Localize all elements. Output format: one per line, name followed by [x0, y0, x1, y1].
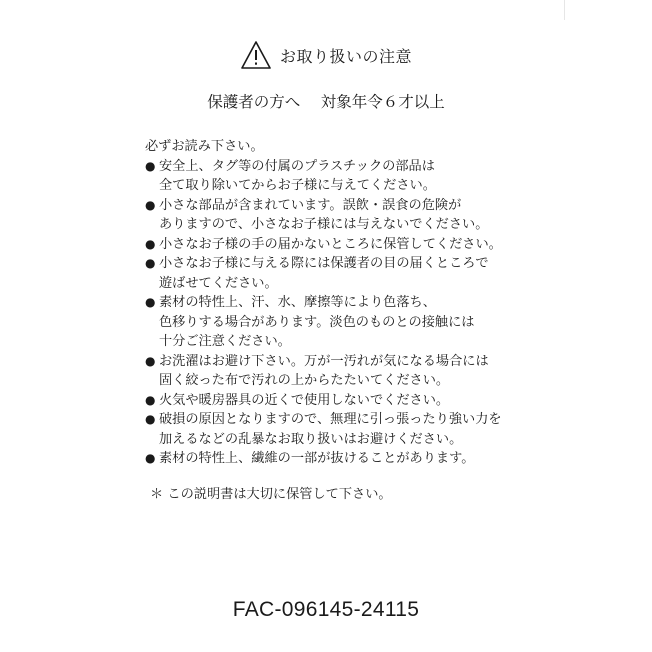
footnote: ＊ この説明書は大切に保管して下さい。	[150, 487, 392, 502]
notice-item-line: 十分ご注意ください。	[159, 334, 291, 349]
notice-item-text	[159, 157, 436, 196]
bullet-icon: ●	[145, 158, 156, 173]
notice-item-line: 素材の特性上、汗、水、摩擦等により色落ち、	[159, 295, 436, 310]
notice-item-line: 破損の原因となりますので、無理に引っ張ったり強い力を	[159, 412, 502, 427]
notice-item-text	[159, 449, 474, 469]
notice-item	[145, 235, 525, 255]
notice-item-text	[159, 352, 489, 391]
notice-item-line: お洗濯はお避け下さい。万が一汚れが気になる場合には	[159, 353, 489, 369]
bullet-icon: ●	[145, 392, 156, 407]
notice-item-text	[159, 293, 474, 352]
warning-triangle-icon	[240, 40, 272, 70]
bullet-icon: ●	[145, 451, 156, 465]
notice-item-text	[159, 391, 449, 411]
notice-item-line: 加えるなどの乱暴なお取り扱いはお避けください。	[159, 431, 463, 447]
bullet-icon: ●	[145, 197, 156, 212]
notice-item-line: 色移りする場合があります。淡色のものとの接触には	[159, 314, 475, 330]
notice-item	[145, 196, 525, 235]
notice-item-line: 小さなお子様に与える際には保護者の目の届くところで	[159, 256, 489, 271]
notice-item-line: 遊ばせてください。	[159, 275, 278, 291]
notice-item-line: 全て取り除いてからお子様に与えてください。	[159, 178, 436, 193]
bullet-icon: ●	[145, 295, 156, 309]
header	[0, 40, 652, 70]
notice-item	[145, 352, 525, 391]
notice-item	[145, 410, 525, 449]
notice-item-text	[159, 254, 489, 293]
header-title: お取り扱いの注意	[279, 46, 412, 66]
product-code: FAC-096145-24115	[232, 598, 420, 621]
bullet-icon: ●	[145, 353, 156, 368]
notice-list	[145, 137, 525, 469]
notice-item-text	[159, 410, 502, 449]
notice-item	[145, 254, 525, 293]
notice-item-line: ありますので、小さなお子様には与えないでください。	[159, 217, 489, 232]
edge-divider	[564, 0, 565, 20]
notice-item	[145, 449, 525, 469]
notice-items	[145, 157, 525, 469]
notice-item-line: 素材の特性上、繊維の一部が抜けることがあります。	[159, 451, 475, 466]
notice-item-text	[159, 196, 488, 235]
bullet-icon: ●	[145, 256, 156, 270]
audience-line: 保護者の方へ 対象年令６才以上	[207, 93, 445, 111]
notice-item-line: 小さな部品が含まれています。誤飲・誤食の危険が	[159, 197, 462, 213]
notice-intro: 必ずお読み下さい。	[145, 139, 264, 154]
notice-item-line: 固く絞った布で汚れの上からたたいてください。	[159, 373, 450, 388]
notice-item-text	[159, 235, 502, 255]
bullet-icon: ●	[145, 236, 156, 251]
notice-item-line: 安全上、タグ等の付属のプラスチックの部品は	[159, 158, 435, 174]
notice-item	[145, 157, 525, 196]
notice-item	[145, 391, 525, 411]
notice-item-line: 火気や暖房器具の近くで使用しないでください。	[159, 392, 450, 408]
notice-item	[145, 293, 525, 352]
notice-item-line: 小さなお子様の手の届かないところに保管してください。	[159, 236, 502, 252]
bullet-icon: ●	[145, 412, 156, 426]
